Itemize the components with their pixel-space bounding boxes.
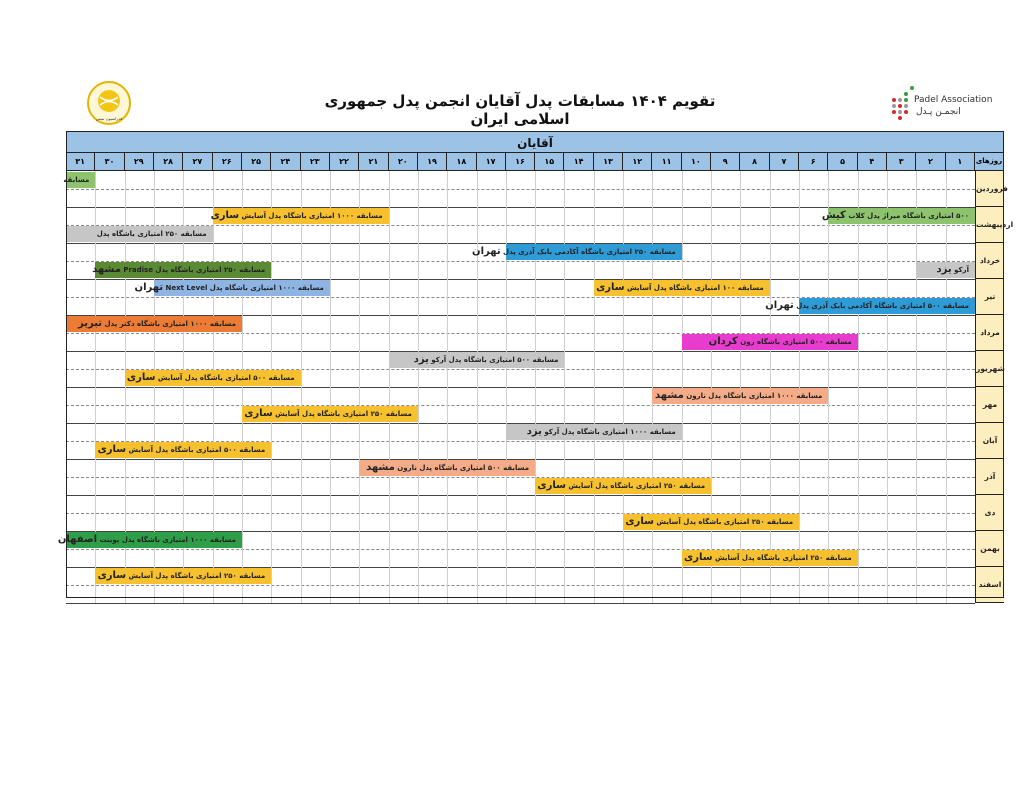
event-bar[interactable] [92, 262, 271, 278]
row-divider [66, 405, 975, 406]
event-text: مسابقه ۲۵۰ امتیازی باشگاه پدل آسایش [712, 554, 852, 562]
event-bar[interactable] [623, 514, 799, 530]
event-text: مسابقه ۵۰۰ امتیازی باشگاه پدل آسایش [126, 446, 266, 454]
event-text: مسابقه ۵۰۰ امتیازی باشگاه پدل آرکو [428, 356, 559, 364]
column-line [711, 171, 712, 603]
event-text: مسابقه ۲۵۰ امتیازی باشگاه پدل آسایش [653, 518, 794, 526]
day-header-22: ۲۲ [330, 153, 359, 171]
event-bar[interactable] [359, 460, 535, 476]
day-header-27: ۲۷ [183, 153, 212, 171]
column-line [330, 171, 331, 603]
days-label: روزهای [975, 153, 1004, 171]
event-bar[interactable] [125, 370, 301, 386]
event-text: مسابقه ۵۰۰ امتیازی باشگاه آکادمی بابک آذری پدل [793, 302, 969, 310]
section-header: آقایان [66, 131, 1004, 153]
event-bar[interactable] [389, 352, 565, 368]
event-text: مسابقه [63, 176, 90, 184]
event-bar[interactable] [134, 280, 330, 296]
event-bar[interactable] [916, 262, 975, 278]
row-divider [66, 477, 975, 478]
day-header-12: ۱۲ [623, 153, 652, 171]
event-text: مسابقه ۲۵۰ امتیازی باشگاه پدل آسایش [272, 410, 412, 418]
month-label-7: مهر [975, 387, 1004, 423]
month-label-4: تیر [975, 279, 1004, 315]
event-city: مشهد [92, 264, 121, 275]
day-header-3: ۳ [887, 153, 916, 171]
event-bar[interactable] [95, 442, 271, 458]
event-bar[interactable] [765, 298, 975, 314]
event-city: مشهد [655, 390, 684, 401]
column-line [946, 171, 947, 603]
event-text: مسابقه ۵۰۰ امتیازی باشگاه رون [737, 338, 852, 346]
event-city: کردان [708, 336, 738, 347]
event-bar[interactable] [57, 532, 242, 548]
column-line [564, 171, 565, 603]
day-header-29: ۲۹ [125, 153, 154, 171]
event-bar[interactable] [66, 316, 242, 332]
event-text: مسابقه ۵۰۰ امتیازی باشگاه پدل نارون [394, 464, 530, 472]
event-text: ۵۰۰ امتیازی باشگاه میراژ پدل کلاب [845, 212, 969, 220]
event-bar[interactable] [682, 334, 858, 350]
column-line [740, 171, 741, 603]
event-text: مسابقه ۱۰۰۰ امتیازی باشگاه پدل آسایش [239, 212, 383, 220]
day-header-16: ۱۶ [506, 153, 535, 171]
day-header-17: ۱۷ [477, 153, 506, 171]
event-text: مسابقه ۱۰۰۰ امتیازی باشگاه پدل نارون [683, 392, 823, 400]
tennis-federation-logo [86, 80, 132, 126]
day-header-30: ۳۰ [95, 153, 124, 171]
column-line [887, 171, 888, 603]
row-border [66, 603, 975, 604]
event-text: مسابقه ۱۰۰۰ امتیازی باشگاه پدل پوینت [97, 536, 236, 544]
month-label-9: آذر [975, 459, 1004, 495]
event-city: ساری [625, 516, 654, 527]
column-line [242, 171, 243, 603]
month-label-1: فروردین [975, 171, 1004, 207]
day-header-11: ۱۱ [652, 153, 681, 171]
column-line [652, 171, 653, 603]
day-header-26: ۲۶ [213, 153, 242, 171]
event-city: اصفهان [57, 534, 98, 545]
event-city: تهران [472, 246, 501, 257]
event-city: یزد [526, 426, 542, 437]
day-header-19: ۱۹ [418, 153, 447, 171]
column-line [799, 171, 800, 603]
event-text: مسابقه ۵۰۰ امتیازی باشگاه پدل آسایش [155, 374, 295, 382]
event-city: کیش [821, 210, 846, 221]
event-bar[interactable] [63, 172, 95, 188]
event-text: آرکو [951, 266, 969, 274]
month-label-12: اسفند [975, 567, 1004, 603]
row-divider [66, 513, 975, 514]
column-line [594, 171, 595, 603]
day-header-31: ۳۱ [66, 153, 95, 171]
event-bar[interactable] [535, 478, 711, 494]
day-header-13: ۱۳ [594, 153, 623, 171]
column-line [271, 171, 272, 603]
page-title: تقویم ۱۴۰۴ مسابقات پدل آقایان انجمن پدل جمهوری اسلامی ایران [324, 92, 716, 128]
event-bar[interactable] [242, 406, 418, 422]
column-line [535, 171, 536, 603]
event-bar[interactable] [210, 208, 389, 224]
event-bar[interactable] [66, 226, 213, 242]
event-city: تهران [134, 282, 164, 293]
day-header-8: ۸ [740, 153, 769, 171]
event-city: تبریز [78, 318, 103, 329]
day-header-14: ۱۴ [564, 153, 593, 171]
event-text: مسابقه ۲۵۰ امتیازی باشگاه پدل آسایش [126, 572, 266, 580]
column-line [858, 171, 859, 603]
day-header-10: ۱۰ [682, 153, 711, 171]
day-header-20: ۲۰ [389, 153, 418, 171]
event-text: مسابقه ۲۵۰ امتیازی باشگاه پدل [96, 230, 207, 238]
month-label-2: اردیبهشت [975, 207, 1004, 243]
day-header-24: ۲۴ [271, 153, 300, 171]
column-line [682, 171, 683, 603]
event-city: مشهد [366, 462, 395, 473]
event-city: ساری [596, 282, 625, 293]
row-border [66, 387, 975, 388]
logo-persian-text: انجمـن پـدل [916, 107, 961, 117]
month-label-8: آبان [975, 423, 1004, 459]
row-border [66, 495, 975, 496]
column-line [301, 171, 302, 603]
event-city: یزد [413, 354, 429, 365]
day-header-18: ۱۸ [447, 153, 476, 171]
event-text: مسابقه ۱۰۰۰ امتیازی باشگاه دکتر پدل [102, 320, 236, 328]
day-header-28: ۲۸ [154, 153, 183, 171]
event-city: تهران [765, 300, 794, 311]
event-bar[interactable] [821, 208, 975, 224]
event-bar[interactable] [682, 550, 858, 566]
row-divider [66, 189, 975, 190]
day-header-23: ۲۳ [301, 153, 330, 171]
event-city: ساری [97, 444, 127, 455]
column-line [359, 171, 360, 603]
event-city: یزد [936, 264, 952, 275]
column-line [916, 171, 917, 603]
month-label-10: دی [975, 495, 1004, 531]
month-label-11: بهمن [975, 531, 1004, 567]
column-line [389, 171, 390, 603]
logo-english-text: Padel Association [914, 95, 993, 105]
day-header-15: ۱۵ [535, 153, 564, 171]
event-city: ساری [210, 210, 240, 221]
event-bar[interactable] [652, 388, 828, 404]
month-label-5: مرداد [975, 315, 1004, 351]
day-header-25: ۲۵ [242, 153, 271, 171]
event-bar[interactable] [594, 280, 770, 296]
event-city: ساری [244, 408, 273, 419]
event-bar[interactable] [506, 424, 682, 440]
day-header-21: ۲۱ [359, 153, 388, 171]
row-divider [66, 585, 975, 586]
event-city: ساری [126, 372, 156, 383]
day-header-5: ۵ [828, 153, 857, 171]
event-text: مسابقه ۱۰۰۰ امتیازی باشگاه پدل آرکو [541, 428, 676, 436]
svg-text:فدراسیون تنیس: فدراسیون تنیس [95, 116, 123, 121]
day-header-9: ۹ [711, 153, 740, 171]
column-line [623, 171, 624, 603]
month-label-6: شهریور [975, 351, 1004, 387]
event-text: مسابقه ۱۰۰ امتیازی باشگاه پدل آسایش [624, 284, 764, 292]
column-line [418, 171, 419, 603]
event-bar[interactable] [95, 568, 271, 584]
day-header-4: ۴ [858, 153, 887, 171]
event-text: مسابقه ۲۵۰ امتیازی باشگاه پدل آسایش [565, 482, 706, 490]
column-line [506, 171, 507, 603]
day-header-2: ۲ [916, 153, 945, 171]
event-city: ساری [537, 480, 566, 491]
event-city: ساری [684, 552, 713, 563]
event-text: مسابقه ۲۵۰ امتیازی باشگاه آکادمی بابک آذری پدل [500, 248, 676, 256]
column-line [828, 171, 829, 603]
column-line [770, 171, 771, 603]
month-label-3: خرداد [975, 243, 1004, 279]
day-header-6: ۶ [799, 153, 828, 171]
padel-association-logo [888, 78, 1000, 126]
event-bar[interactable] [472, 244, 682, 260]
day-header-1: ۱ [946, 153, 975, 171]
day-header-7: ۷ [770, 153, 799, 171]
column-line [447, 171, 448, 603]
event-city: ساری [97, 570, 127, 581]
event-text: مسابقه ۲۵۰ امتیازی باشگاه پدل Pradise [120, 266, 266, 274]
column-line [477, 171, 478, 603]
event-text: مسابقه ۱۰۰۰ امتیازی باشگاه پدل Next Level [163, 284, 324, 292]
